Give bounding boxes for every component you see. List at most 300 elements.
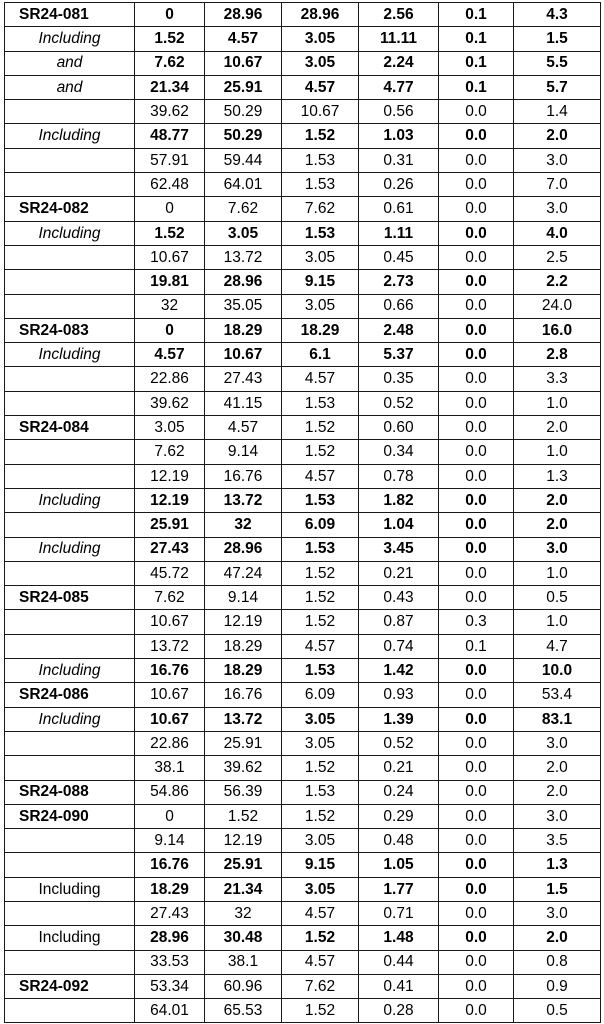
to-cell: 21.34 xyxy=(205,877,282,901)
from-cell: 4.57 xyxy=(135,343,205,367)
from-cell: 1.52 xyxy=(135,221,205,245)
value3-cell: 1.5 xyxy=(514,877,601,901)
table-row xyxy=(5,804,601,828)
value3-cell: 2.0 xyxy=(514,124,601,148)
length-cell: 1.52 xyxy=(282,440,359,464)
table-row xyxy=(5,950,601,974)
to-cell: 13.72 xyxy=(205,245,282,269)
value2-cell: 0.0 xyxy=(439,440,514,464)
to-cell: 56.39 xyxy=(205,780,282,804)
value3-cell: 1.0 xyxy=(514,440,601,464)
hole-id-cell xyxy=(5,464,135,488)
value1-cell: 0.43 xyxy=(359,586,439,610)
to-cell: 12.19 xyxy=(205,610,282,634)
to-cell: 28.96 xyxy=(205,537,282,561)
value3-cell: 5.5 xyxy=(514,51,601,75)
table-row xyxy=(5,853,601,877)
hole-id-cell xyxy=(5,731,135,755)
value3-cell: 2.0 xyxy=(514,513,601,537)
value2-cell: 0.0 xyxy=(439,561,514,585)
value1-cell: 1.42 xyxy=(359,659,439,683)
hole-id-cell xyxy=(5,561,135,585)
value1-cell: 0.52 xyxy=(359,391,439,415)
table-row xyxy=(5,416,601,440)
value2-cell: 0.0 xyxy=(439,318,514,342)
from-cell: 27.43 xyxy=(135,537,205,561)
length-cell: 4.57 xyxy=(282,464,359,488)
length-cell: 1.53 xyxy=(282,221,359,245)
from-cell: 10.67 xyxy=(135,683,205,707)
value1-cell: 4.77 xyxy=(359,75,439,99)
value2-cell: 0.0 xyxy=(439,974,514,998)
value2-cell: 0.3 xyxy=(439,610,514,634)
length-cell: 3.05 xyxy=(282,829,359,853)
value2-cell: 0.0 xyxy=(439,780,514,804)
from-cell: 18.29 xyxy=(135,877,205,901)
value3-cell: 2.0 xyxy=(514,416,601,440)
table-row xyxy=(5,610,601,634)
value3-cell: 2.0 xyxy=(514,780,601,804)
to-cell: 25.91 xyxy=(205,75,282,99)
from-cell: 48.77 xyxy=(135,124,205,148)
value3-cell: 0.8 xyxy=(514,950,601,974)
value3-cell: 4.0 xyxy=(514,221,601,245)
length-cell: 7.62 xyxy=(282,197,359,221)
table-body xyxy=(5,3,601,1023)
length-cell: 3.05 xyxy=(282,245,359,269)
value3-cell: 83.1 xyxy=(514,707,601,731)
value2-cell: 0.0 xyxy=(439,197,514,221)
value3-cell: 2.0 xyxy=(514,488,601,512)
hole-id-cell: SR24-090 xyxy=(5,804,135,828)
hole-id-cell xyxy=(5,853,135,877)
hole-id-cell xyxy=(5,294,135,318)
value1-cell: 5.37 xyxy=(359,343,439,367)
to-cell: 65.53 xyxy=(205,999,282,1023)
value3-cell: 4.3 xyxy=(514,3,601,27)
table-row xyxy=(5,513,601,537)
value3-cell: 53.4 xyxy=(514,683,601,707)
to-cell: 50.29 xyxy=(205,124,282,148)
length-cell: 1.53 xyxy=(282,148,359,172)
value3-cell: 10.0 xyxy=(514,659,601,683)
value2-cell: 0.0 xyxy=(439,586,514,610)
value3-cell: 2.2 xyxy=(514,270,601,294)
value2-cell: 0.0 xyxy=(439,513,514,537)
value1-cell: 1.82 xyxy=(359,488,439,512)
from-cell: 32 xyxy=(135,294,205,318)
value2-cell: 0.1 xyxy=(439,634,514,658)
table-row xyxy=(5,100,601,124)
table-row xyxy=(5,488,601,512)
value2-cell: 0.0 xyxy=(439,829,514,853)
from-cell: 12.19 xyxy=(135,488,205,512)
hole-id-cell xyxy=(5,173,135,197)
from-cell: 12.19 xyxy=(135,464,205,488)
value2-cell: 0.0 xyxy=(439,100,514,124)
table-row xyxy=(5,367,601,391)
length-cell: 1.52 xyxy=(282,416,359,440)
to-cell: 10.67 xyxy=(205,343,282,367)
to-cell: 13.72 xyxy=(205,488,282,512)
hole-id-cell xyxy=(5,901,135,925)
from-cell: 25.91 xyxy=(135,513,205,537)
from-cell: 7.62 xyxy=(135,440,205,464)
table-row xyxy=(5,780,601,804)
length-cell: 1.52 xyxy=(282,586,359,610)
value3-cell: 4.7 xyxy=(514,634,601,658)
value1-cell: 0.71 xyxy=(359,901,439,925)
to-cell: 35.05 xyxy=(205,294,282,318)
value2-cell: 0.0 xyxy=(439,950,514,974)
value1-cell: 1.39 xyxy=(359,707,439,731)
value3-cell: 5.7 xyxy=(514,75,601,99)
value2-cell: 0.0 xyxy=(439,464,514,488)
length-cell: 1.53 xyxy=(282,391,359,415)
value3-cell: 3.0 xyxy=(514,148,601,172)
hole-id-cell xyxy=(5,829,135,853)
value1-cell: 0.26 xyxy=(359,173,439,197)
value1-cell: 0.29 xyxy=(359,804,439,828)
value3-cell: 1.3 xyxy=(514,464,601,488)
value2-cell: 0.0 xyxy=(439,221,514,245)
length-cell: 1.52 xyxy=(282,756,359,780)
length-cell: 10.67 xyxy=(282,100,359,124)
length-cell: 9.15 xyxy=(282,270,359,294)
value3-cell: 3.0 xyxy=(514,804,601,828)
length-cell: 4.57 xyxy=(282,75,359,99)
value3-cell: 24.0 xyxy=(514,294,601,318)
hole-id-cell: Including xyxy=(5,877,135,901)
value2-cell: 0.0 xyxy=(439,683,514,707)
value2-cell: 0.0 xyxy=(439,901,514,925)
table-row xyxy=(5,659,601,683)
value1-cell: 1.77 xyxy=(359,877,439,901)
from-cell: 0 xyxy=(135,197,205,221)
table-row xyxy=(5,561,601,585)
value1-cell: 11.11 xyxy=(359,27,439,51)
table-row xyxy=(5,707,601,731)
hole-id-cell: SR24-082 xyxy=(5,197,135,221)
value2-cell: 0.0 xyxy=(439,999,514,1023)
value2-cell: 0.0 xyxy=(439,124,514,148)
hole-id-cell: SR24-088 xyxy=(5,780,135,804)
value1-cell: 0.45 xyxy=(359,245,439,269)
from-cell: 10.67 xyxy=(135,707,205,731)
value3-cell: 2.0 xyxy=(514,926,601,950)
table-row xyxy=(5,464,601,488)
value2-cell: 0.0 xyxy=(439,294,514,318)
length-cell: 18.29 xyxy=(282,318,359,342)
value2-cell: 0.0 xyxy=(439,853,514,877)
value3-cell: 1.4 xyxy=(514,100,601,124)
value1-cell: 0.78 xyxy=(359,464,439,488)
from-cell: 53.34 xyxy=(135,974,205,998)
to-cell: 60.96 xyxy=(205,974,282,998)
to-cell: 25.91 xyxy=(205,731,282,755)
value3-cell: 2.5 xyxy=(514,245,601,269)
from-cell: 0 xyxy=(135,318,205,342)
value2-cell: 0.0 xyxy=(439,877,514,901)
to-cell: 12.19 xyxy=(205,829,282,853)
table-row xyxy=(5,440,601,464)
from-cell: 39.62 xyxy=(135,391,205,415)
table-row xyxy=(5,877,601,901)
value3-cell: 3.0 xyxy=(514,197,601,221)
from-cell: 7.62 xyxy=(135,51,205,75)
from-cell: 22.86 xyxy=(135,731,205,755)
from-cell: 1.52 xyxy=(135,27,205,51)
value3-cell: 7.0 xyxy=(514,173,601,197)
value3-cell: 1.5 xyxy=(514,27,601,51)
table-row xyxy=(5,999,601,1023)
length-cell: 1.52 xyxy=(282,804,359,828)
hole-id-cell: Including xyxy=(5,926,135,950)
value1-cell: 0.44 xyxy=(359,950,439,974)
hole-id-cell xyxy=(5,440,135,464)
length-cell: 9.15 xyxy=(282,853,359,877)
value2-cell: 0.0 xyxy=(439,173,514,197)
length-cell: 28.96 xyxy=(282,3,359,27)
from-cell: 16.76 xyxy=(135,853,205,877)
table-row xyxy=(5,3,601,27)
to-cell: 28.96 xyxy=(205,270,282,294)
hole-id-cell xyxy=(5,100,135,124)
value3-cell: 0.9 xyxy=(514,974,601,998)
table-row xyxy=(5,27,601,51)
length-cell: 3.05 xyxy=(282,707,359,731)
value1-cell: 2.24 xyxy=(359,51,439,75)
value1-cell: 1.05 xyxy=(359,853,439,877)
to-cell: 18.29 xyxy=(205,318,282,342)
value3-cell: 1.3 xyxy=(514,853,601,877)
from-cell: 54.86 xyxy=(135,780,205,804)
value1-cell: 0.24 xyxy=(359,780,439,804)
hole-id-cell: Including xyxy=(5,124,135,148)
value3-cell: 1.0 xyxy=(514,610,601,634)
table-row xyxy=(5,318,601,342)
value1-cell: 0.60 xyxy=(359,416,439,440)
to-cell: 25.91 xyxy=(205,853,282,877)
table-row xyxy=(5,197,601,221)
hole-id-cell: SR24-083 xyxy=(5,318,135,342)
value1-cell: 0.21 xyxy=(359,561,439,585)
length-cell: 1.52 xyxy=(282,926,359,950)
value1-cell: 0.31 xyxy=(359,148,439,172)
to-cell: 4.57 xyxy=(205,416,282,440)
length-cell: 4.57 xyxy=(282,634,359,658)
to-cell: 30.48 xyxy=(205,926,282,950)
value1-cell: 0.28 xyxy=(359,999,439,1023)
hole-id-cell xyxy=(5,950,135,974)
hole-id-cell xyxy=(5,610,135,634)
to-cell: 18.29 xyxy=(205,659,282,683)
length-cell: 4.57 xyxy=(282,950,359,974)
length-cell: 3.05 xyxy=(282,731,359,755)
from-cell: 27.43 xyxy=(135,901,205,925)
value1-cell: 2.48 xyxy=(359,318,439,342)
value3-cell: 0.5 xyxy=(514,999,601,1023)
value2-cell: 0.0 xyxy=(439,245,514,269)
to-cell: 1.52 xyxy=(205,804,282,828)
table-row xyxy=(5,245,601,269)
value1-cell: 1.11 xyxy=(359,221,439,245)
hole-id-cell: Including xyxy=(5,707,135,731)
value1-cell: 0.56 xyxy=(359,100,439,124)
value3-cell: 3.0 xyxy=(514,731,601,755)
hole-id-cell xyxy=(5,513,135,537)
hole-id-cell: SR24-085 xyxy=(5,586,135,610)
table-row xyxy=(5,974,601,998)
assay-results-table-container xyxy=(4,2,601,1023)
from-cell: 3.05 xyxy=(135,416,205,440)
hole-id-cell: and xyxy=(5,75,135,99)
value1-cell: 0.93 xyxy=(359,683,439,707)
value2-cell: 0.1 xyxy=(439,75,514,99)
hole-id-cell: Including xyxy=(5,659,135,683)
length-cell: 1.53 xyxy=(282,488,359,512)
value2-cell: 0.0 xyxy=(439,756,514,780)
table-row xyxy=(5,683,601,707)
hole-id-cell xyxy=(5,391,135,415)
value1-cell: 1.04 xyxy=(359,513,439,537)
value2-cell: 0.1 xyxy=(439,51,514,75)
hole-id-cell xyxy=(5,367,135,391)
hole-id-cell: and xyxy=(5,51,135,75)
value2-cell: 0.0 xyxy=(439,707,514,731)
value3-cell: 3.5 xyxy=(514,829,601,853)
to-cell: 41.15 xyxy=(205,391,282,415)
value3-cell: 1.0 xyxy=(514,391,601,415)
from-cell: 13.72 xyxy=(135,634,205,658)
table-row xyxy=(5,294,601,318)
to-cell: 7.62 xyxy=(205,197,282,221)
value2-cell: 0.0 xyxy=(439,416,514,440)
hole-id-cell: Including xyxy=(5,537,135,561)
to-cell: 4.57 xyxy=(205,27,282,51)
table-row xyxy=(5,51,601,75)
hole-id-cell: SR24-086 xyxy=(5,683,135,707)
to-cell: 9.14 xyxy=(205,586,282,610)
from-cell: 7.62 xyxy=(135,586,205,610)
table-row xyxy=(5,634,601,658)
length-cell: 3.05 xyxy=(282,27,359,51)
value3-cell: 0.5 xyxy=(514,586,601,610)
from-cell: 0 xyxy=(135,804,205,828)
length-cell: 4.57 xyxy=(282,367,359,391)
value2-cell: 0.1 xyxy=(439,27,514,51)
hole-id-cell: SR24-084 xyxy=(5,416,135,440)
table-row xyxy=(5,343,601,367)
from-cell: 0 xyxy=(135,3,205,27)
value2-cell: 0.0 xyxy=(439,343,514,367)
value1-cell: 3.45 xyxy=(359,537,439,561)
to-cell: 28.96 xyxy=(205,3,282,27)
value1-cell: 0.41 xyxy=(359,974,439,998)
value1-cell: 0.66 xyxy=(359,294,439,318)
to-cell: 3.05 xyxy=(205,221,282,245)
length-cell: 1.52 xyxy=(282,610,359,634)
from-cell: 33.53 xyxy=(135,950,205,974)
value2-cell: 0.0 xyxy=(439,731,514,755)
hole-id-cell xyxy=(5,756,135,780)
length-cell: 1.52 xyxy=(282,999,359,1023)
value2-cell: 0.0 xyxy=(439,367,514,391)
table-row xyxy=(5,221,601,245)
length-cell: 1.52 xyxy=(282,561,359,585)
value1-cell: 0.21 xyxy=(359,756,439,780)
value2-cell: 0.0 xyxy=(439,537,514,561)
table-row xyxy=(5,124,601,148)
hole-id-cell: Including xyxy=(5,343,135,367)
length-cell: 3.05 xyxy=(282,294,359,318)
length-cell: 6.09 xyxy=(282,683,359,707)
value3-cell: 2.0 xyxy=(514,756,601,780)
to-cell: 9.14 xyxy=(205,440,282,464)
table-row xyxy=(5,537,601,561)
to-cell: 13.72 xyxy=(205,707,282,731)
to-cell: 16.76 xyxy=(205,464,282,488)
hole-id-cell: SR24-081 xyxy=(5,3,135,27)
to-cell: 47.24 xyxy=(205,561,282,585)
to-cell: 32 xyxy=(205,901,282,925)
from-cell: 9.14 xyxy=(135,829,205,853)
value2-cell: 0.0 xyxy=(439,391,514,415)
value3-cell: 16.0 xyxy=(514,318,601,342)
hole-id-cell: Including xyxy=(5,221,135,245)
from-cell: 28.96 xyxy=(135,926,205,950)
table-row xyxy=(5,756,601,780)
value1-cell: 0.48 xyxy=(359,829,439,853)
value1-cell: 0.52 xyxy=(359,731,439,755)
length-cell: 1.53 xyxy=(282,537,359,561)
length-cell: 7.62 xyxy=(282,974,359,998)
hole-id-cell xyxy=(5,999,135,1023)
to-cell: 50.29 xyxy=(205,100,282,124)
hole-id-cell: Including xyxy=(5,488,135,512)
length-cell: 4.57 xyxy=(282,901,359,925)
table-row xyxy=(5,901,601,925)
table-row xyxy=(5,270,601,294)
value3-cell: 3.0 xyxy=(514,901,601,925)
from-cell: 16.76 xyxy=(135,659,205,683)
value2-cell: 0.0 xyxy=(439,148,514,172)
to-cell: 18.29 xyxy=(205,634,282,658)
value3-cell: 2.8 xyxy=(514,343,601,367)
from-cell: 21.34 xyxy=(135,75,205,99)
value2-cell: 0.1 xyxy=(439,3,514,27)
length-cell: 3.05 xyxy=(282,51,359,75)
from-cell: 57.91 xyxy=(135,148,205,172)
value2-cell: 0.0 xyxy=(439,926,514,950)
value1-cell: 0.61 xyxy=(359,197,439,221)
length-cell: 1.52 xyxy=(282,124,359,148)
value3-cell: 1.0 xyxy=(514,561,601,585)
length-cell: 6.09 xyxy=(282,513,359,537)
to-cell: 64.01 xyxy=(205,173,282,197)
to-cell: 38.1 xyxy=(205,950,282,974)
table-row xyxy=(5,391,601,415)
value2-cell: 0.0 xyxy=(439,270,514,294)
to-cell: 16.76 xyxy=(205,683,282,707)
value1-cell: 0.35 xyxy=(359,367,439,391)
length-cell: 3.05 xyxy=(282,877,359,901)
assay-results-table xyxy=(4,2,601,1023)
value1-cell: 0.87 xyxy=(359,610,439,634)
hole-id-cell: SR24-092 xyxy=(5,974,135,998)
hole-id-cell xyxy=(5,270,135,294)
value1-cell: 0.74 xyxy=(359,634,439,658)
